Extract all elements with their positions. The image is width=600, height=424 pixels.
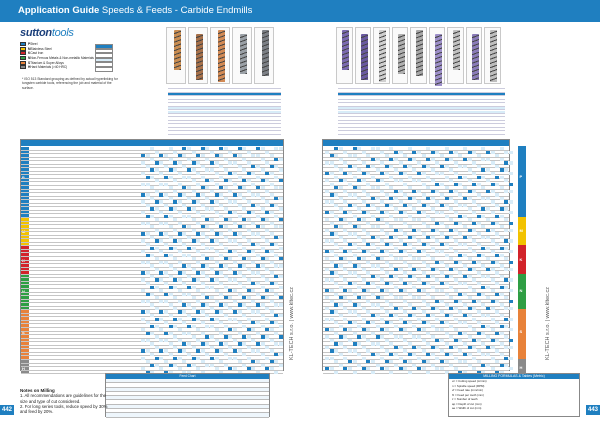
milling-formulas [448, 373, 580, 417]
iso-group-band [518, 217, 526, 245]
endmill-tool-image [196, 34, 203, 80]
formula-row: ap = Depth of cut (mm) [452, 401, 482, 406]
iso-label: Cast Iron [30, 51, 44, 56]
table-cell [509, 172, 513, 175]
formula-row: vf = Feed rate (mm/min) [452, 388, 483, 392]
application-legend [95, 44, 113, 72]
specs-grid-right [338, 86, 505, 138]
page-title: Application Guide Speeds & Feeds - Carbide Endmills [18, 5, 253, 16]
iso-group-letter: M [519, 228, 523, 234]
formula-row: fz = Feed per tooth (mm) [452, 392, 484, 397]
iso-group-band [518, 274, 526, 310]
table-cell [509, 200, 513, 203]
iso-color-swatch [20, 61, 26, 65]
iso-group-letter: S [519, 329, 523, 335]
page-number-right: 443 [587, 407, 598, 413]
iso-code: K [28, 51, 31, 56]
table-cell [509, 346, 513, 349]
iso-label: Titanium & Super Alloys [30, 60, 64, 65]
endmill-tool-image [453, 30, 460, 70]
iso-group-letter: K [519, 256, 523, 262]
iso-group-letter: K [22, 257, 25, 263]
table-cell [509, 307, 513, 310]
feed-chart-table [105, 373, 270, 417]
formula-row: ae = Width of cut (mm) [452, 406, 482, 410]
iso-group-letter: M [22, 229, 26, 235]
iso-color-swatch [20, 51, 26, 55]
page-number-left: 442 [1, 407, 12, 413]
iso-label: Hard Materials (>40 HRC) [30, 65, 68, 70]
formulas-title: MILLING FORMULAS & Tables (Metric) [449, 374, 579, 379]
iso-group-letter: P [519, 174, 523, 180]
formula-row: z = Number of teeth [452, 397, 478, 401]
table-cell [509, 357, 513, 360]
legend-note: * ISO 513 Standard grouping as defined by actual hyperlinking for tungsten carbide tools, referencing the job and material of the surface. [22, 77, 118, 90]
spec-row [168, 132, 281, 135]
table-cell [509, 318, 513, 321]
table-cell [389, 371, 393, 374]
table-cell [509, 261, 513, 264]
table-cell [509, 161, 513, 164]
table-cell [334, 371, 338, 374]
iso-code: N [28, 56, 31, 61]
endmill-tool-image [361, 34, 368, 80]
table-cell [509, 339, 513, 342]
iso-code: H [28, 65, 31, 70]
iso-group-letter: P [22, 175, 25, 181]
endmill-tool-image [398, 34, 405, 74]
side-credit-right: KL-TECH s.r.o. | www.kltec.cz [545, 287, 551, 360]
table-cell [509, 289, 513, 292]
iso-label: Non-Ferrous Metals & Non-metallic Materials [30, 56, 94, 61]
side-credit-left: KL-TECH s.r.o. | www.kltec.cz [289, 287, 295, 360]
table-cell [509, 250, 513, 253]
endmill-tool-image [379, 30, 386, 82]
endmill-tool-image [472, 34, 479, 80]
iso-group-letter: H [519, 364, 523, 370]
endmill-tool-image [416, 30, 423, 76]
table-cell [509, 151, 513, 154]
feed-chart-row [106, 413, 269, 417]
iso-code: M [28, 46, 31, 51]
iso-group-letter: H [22, 365, 25, 371]
table-cell [509, 222, 513, 225]
milling-notes: Notes on Milling 1. All recommendations are guidelines for the size and type of cut considered. 2. For long series tools, reduce speed by 30% and feed by 20%. [20, 388, 108, 415]
spec-row [338, 132, 505, 135]
table-cell [353, 371, 357, 374]
table-cell [509, 229, 513, 232]
specs-grid-left [168, 86, 281, 138]
formula-row: n = Spindle speed (RPM) [452, 383, 485, 388]
feed-chart-title: Feed Chart [106, 374, 269, 379]
table-cell [509, 268, 513, 271]
endmill-tool-image [240, 34, 247, 74]
iso-group-band [518, 146, 526, 217]
table-cell [509, 300, 513, 303]
brand-logo: suttontools [20, 27, 74, 39]
table-cell [509, 239, 513, 242]
endmill-tool-image [174, 30, 181, 70]
endmill-tool-image [218, 30, 225, 82]
iso-group-letter: N [519, 287, 523, 293]
formula-row: vc = Cutting speed (m/min) [452, 379, 487, 383]
iso-label: Stainless Steel [30, 46, 52, 51]
iso-group-band [518, 309, 526, 359]
iso-color-swatch [20, 42, 26, 46]
iso-label: Steel [30, 42, 38, 47]
table-cell [408, 371, 412, 374]
iso-color-swatch [20, 47, 26, 51]
table-cell [509, 278, 513, 281]
speeds-table-right [322, 139, 510, 371]
iso-code: S [28, 60, 31, 65]
iso-group-band [518, 245, 526, 273]
iso-color-swatch [20, 56, 26, 60]
iso-color-swatch [20, 65, 26, 69]
table-cell [509, 367, 513, 370]
iso-group-letter: N [22, 288, 25, 294]
table-cell [509, 190, 513, 193]
speeds-table-left [20, 139, 284, 371]
table-cell [509, 211, 513, 214]
table-cell [371, 371, 375, 374]
iso-code: P [28, 42, 31, 47]
endmill-tool-image [262, 30, 269, 76]
table-cell [274, 371, 278, 374]
iso-group-letter: S [22, 330, 25, 336]
table-cell [509, 328, 513, 331]
endmill-tool-image [342, 30, 349, 70]
header-bar [0, 0, 600, 22]
table-cell [509, 183, 513, 186]
endmill-tool-image [435, 34, 442, 86]
endmill-tool-image [490, 30, 497, 82]
iso-group-band [518, 359, 526, 373]
table-cell [426, 371, 430, 374]
iso-side-band [518, 139, 526, 371]
